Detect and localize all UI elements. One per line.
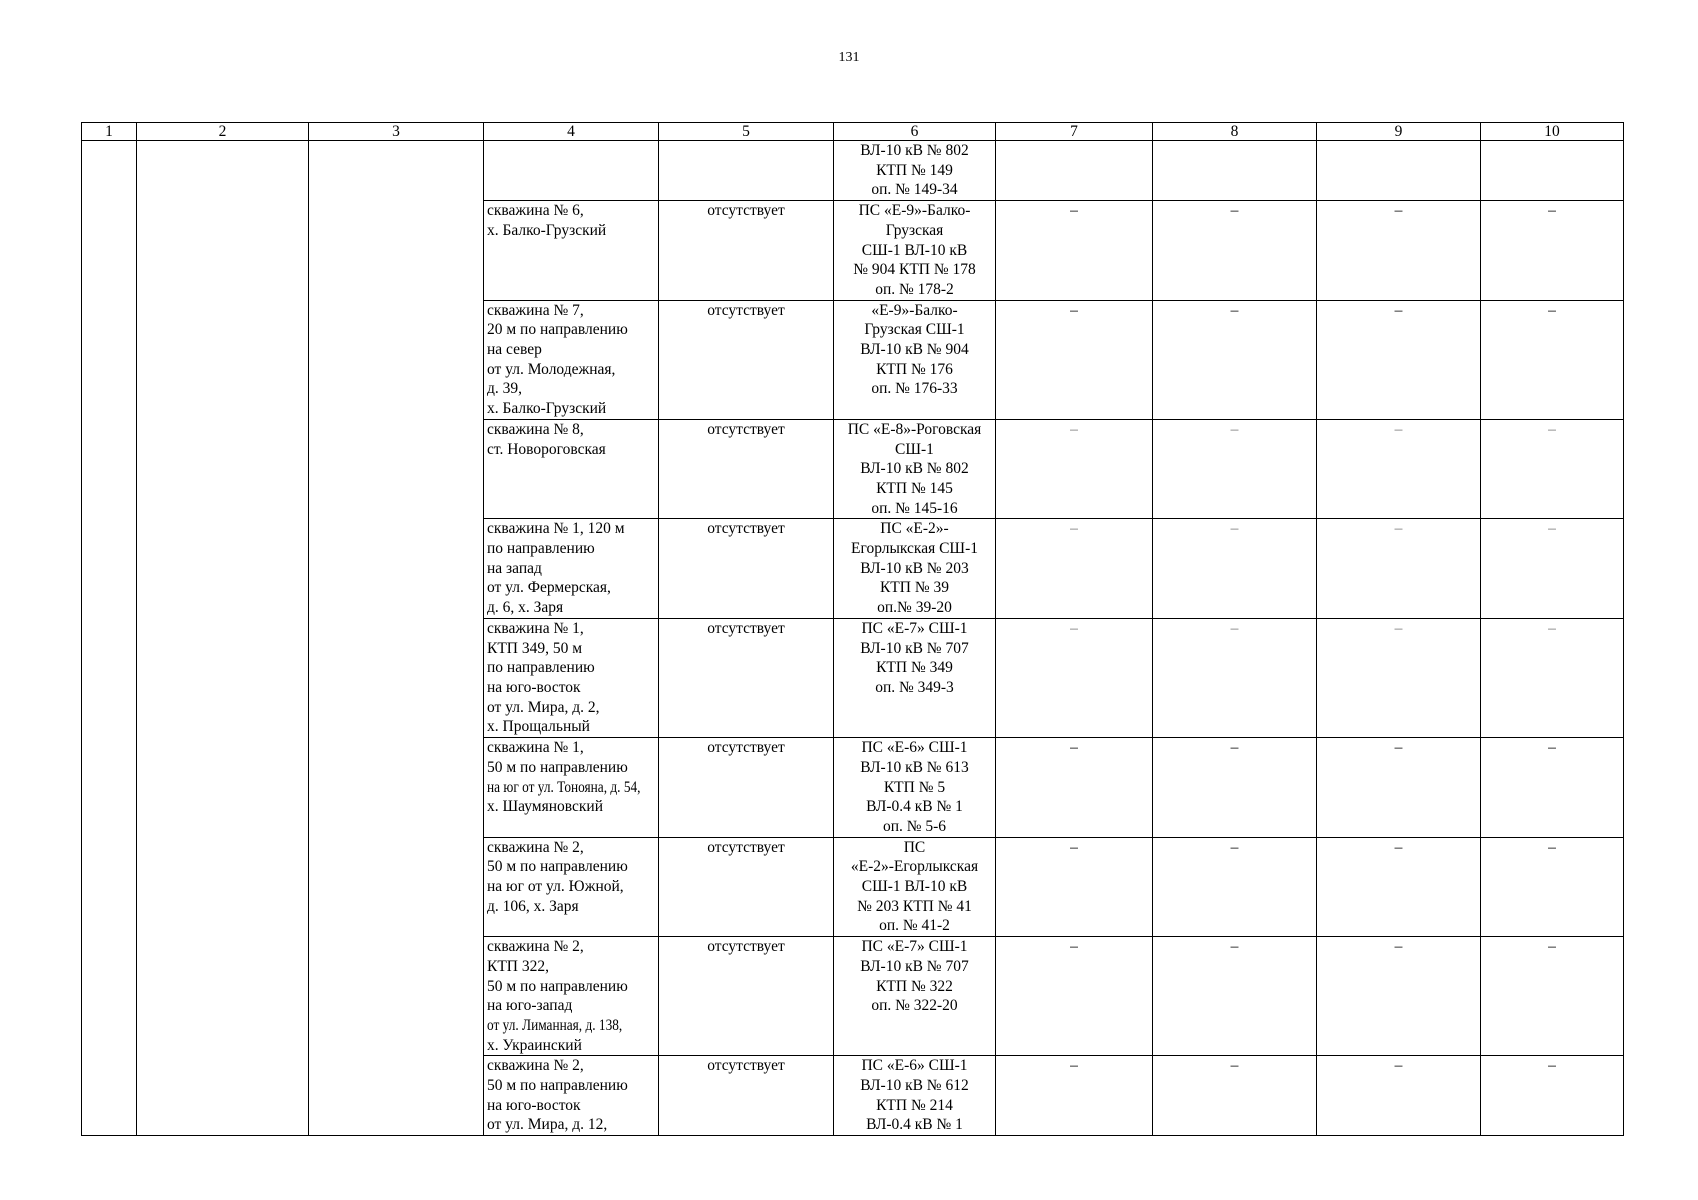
dash-value: – — [1230, 202, 1239, 220]
col8-cell — [1153, 618, 1317, 737]
col8-cell — [1153, 300, 1317, 419]
col7-cell — [996, 141, 1153, 201]
location-line: на юг от ул. Южной, — [487, 878, 624, 896]
col8-cell — [1153, 141, 1317, 201]
col9-cell — [1317, 837, 1481, 937]
location-line: от ул. Лиманная, д. 138, — [487, 1016, 623, 1034]
column-header: 1 — [82, 123, 137, 141]
col2-cell — [137, 141, 309, 1136]
location-line: на юго-восток — [487, 1096, 581, 1114]
dash-value: – — [1230, 420, 1239, 438]
col8-cell — [1153, 937, 1317, 1056]
location-line: от ул. Мира, д. 2, — [487, 698, 600, 716]
dash-value: – — [1070, 739, 1078, 757]
col8-cell — [1153, 201, 1317, 301]
location-line: х. Прощальный — [487, 718, 590, 736]
dash-value: – — [1394, 1057, 1403, 1075]
power-source-line: оп. № 349-3 — [875, 678, 954, 696]
col9-cell — [1317, 300, 1481, 419]
power-source-line: «Е-9»-Балко- — [871, 301, 958, 319]
col9-cell — [1317, 618, 1481, 737]
location-line: 50 м по направлению — [487, 758, 628, 776]
dash-value: – — [1548, 739, 1556, 757]
col7-cell — [996, 837, 1153, 937]
col8-cell — [1153, 1056, 1317, 1136]
location-line: КТП 322, — [487, 957, 549, 975]
location-line: скважина № 2, — [487, 838, 584, 856]
power-source-line: оп. № 178-2 — [875, 280, 954, 298]
dash-value: – — [1070, 619, 1078, 637]
status-cell: отсутствует — [659, 937, 834, 1056]
power-source-line: Грузская — [885, 221, 944, 239]
power-source-line: оп. № 5-6 — [882, 817, 947, 835]
location-line: х. Балко-Грузский — [487, 400, 607, 418]
power-source-line: ПС «Е-7» СШ-1 — [861, 619, 968, 637]
power-source-line: ВЛ-10 кВ № 707 — [860, 639, 969, 657]
col9-cell — [1317, 738, 1481, 838]
col1-cell — [82, 141, 137, 1136]
dash-value: – — [1230, 301, 1239, 319]
dash-value: – — [1230, 520, 1239, 538]
power-source-cell — [834, 738, 996, 838]
location-line: скважина № 1, — [487, 619, 584, 637]
col7-cell — [996, 937, 1153, 1056]
col10-cell — [1481, 837, 1624, 937]
location-cell — [484, 937, 659, 1056]
location-line: от ул. Молодежная, — [487, 360, 616, 378]
power-source-line: КТП № 145 — [876, 479, 953, 497]
status-cell — [659, 141, 834, 201]
location-line: х. Балко-Грузский — [487, 221, 607, 239]
location-line: на юг от ул. Тонояна, д. 54, — [487, 778, 641, 796]
col3-cell — [309, 141, 484, 1136]
location-line: х. Украинский — [487, 1036, 582, 1054]
col7-cell — [996, 1056, 1153, 1136]
location-line: скважина № 2, — [487, 938, 584, 956]
power-source-line: оп. № 322-20 — [871, 997, 958, 1015]
dash-value: – — [1548, 938, 1556, 956]
location-line: 20 м по направлению — [487, 321, 628, 339]
column-header: 10 — [1481, 123, 1624, 141]
col9-cell — [1317, 1056, 1481, 1136]
col7-cell — [996, 738, 1153, 838]
location-line: 50 м по направлению — [487, 1077, 628, 1095]
power-source-line: ПС «Е-9»-Балко- — [858, 202, 971, 220]
location-line: д. 39, — [487, 380, 523, 398]
col10-cell — [1481, 937, 1624, 1056]
power-source-line: КТП № 5 — [883, 778, 946, 796]
power-source-line: ВЛ-0.4 кВ № 1 — [866, 798, 963, 816]
power-source-line: ПС «Е-7» СШ-1 — [861, 938, 968, 956]
col7-cell — [996, 419, 1153, 519]
location-cell — [484, 141, 659, 201]
col10-cell — [1481, 1056, 1624, 1136]
power-source-line: оп. № 176-33 — [871, 380, 958, 398]
column-header: 6 — [834, 123, 996, 141]
location-cell — [484, 519, 659, 619]
location-line: на юго-восток — [487, 678, 581, 696]
col9-cell — [1317, 519, 1481, 619]
column-header: 3 — [309, 123, 484, 141]
power-source-line: ВЛ-10 кВ № 203 — [860, 559, 969, 577]
location-line: скважина № 2, — [487, 1057, 584, 1075]
col9-cell — [1317, 937, 1481, 1056]
power-source-line: оп.№ 39-20 — [877, 599, 952, 617]
power-source-line: КТП № 349 — [876, 659, 953, 677]
power-source-line: Егорлыкская СШ-1 — [851, 540, 978, 558]
power-source-line: КТП № 322 — [876, 977, 953, 995]
power-source-line: СШ-1 — [895, 440, 934, 458]
power-source-line: ВЛ-0.4 кВ № 1 — [866, 1116, 963, 1134]
power-source-line: КТП № 149 — [876, 161, 953, 179]
location-line: 50 м по направлению — [487, 977, 628, 995]
location-line: д. 106, х. Заря — [487, 897, 579, 915]
power-source-line: № 904 КТП № 178 — [853, 261, 976, 279]
dash-value: – — [1230, 938, 1239, 956]
power-source-line: оп. № 41-2 — [879, 917, 950, 935]
location-line: на запад — [487, 559, 542, 577]
location-line: скважина № 8, — [487, 420, 584, 438]
power-source-cell — [834, 300, 996, 419]
table-row — [82, 141, 1624, 201]
col9-cell — [1317, 141, 1481, 201]
status-cell: отсутствует — [659, 519, 834, 619]
location-line: д. 6, х. Заря — [487, 599, 564, 617]
col10-cell — [1481, 141, 1624, 201]
dash-value: – — [1070, 938, 1078, 956]
dash-value: – — [1394, 202, 1403, 220]
location-line: скважина № 7, — [487, 301, 584, 319]
power-source-line: КТП № 39 — [879, 579, 950, 597]
status-cell: отсутствует — [659, 837, 834, 937]
col10-cell — [1481, 618, 1624, 737]
location-cell — [484, 618, 659, 737]
column-header: 5 — [659, 123, 834, 141]
status-cell: отсутствует — [659, 201, 834, 301]
status-cell: отсутствует — [659, 419, 834, 519]
location-line: скважина № 1, — [487, 739, 584, 757]
dash-value: – — [1394, 301, 1403, 319]
dash-value: – — [1070, 838, 1078, 856]
col10-cell — [1481, 300, 1624, 419]
col10-cell — [1481, 738, 1624, 838]
column-header: 9 — [1317, 123, 1481, 141]
power-source-line: «Е-2»-Егорлыкская — [850, 858, 979, 876]
dash-value: – — [1394, 520, 1403, 538]
column-header: 7 — [996, 123, 1153, 141]
dash-value: – — [1070, 520, 1078, 538]
col8-cell — [1153, 738, 1317, 838]
power-source-line: ВЛ-10 кВ № 802 — [860, 142, 969, 159]
power-source-line: ВЛ-10 кВ № 613 — [860, 758, 969, 776]
dash-value: – — [1548, 838, 1556, 856]
dash-value: – — [1548, 301, 1556, 319]
location-line: от ул. Мира, д. 12, — [487, 1116, 608, 1134]
power-source-line: ПС «Е-8»-Роговская — [847, 420, 982, 438]
column-header: 8 — [1153, 123, 1317, 141]
power-source-line: ПС «Е-6» СШ-1 — [861, 739, 968, 757]
col8-cell — [1153, 519, 1317, 619]
dash-value: – — [1548, 619, 1556, 637]
col7-cell — [996, 201, 1153, 301]
location-cell — [484, 837, 659, 937]
power-source-line: ВЛ-10 кВ № 612 — [860, 1077, 969, 1095]
power-source-line: ВЛ-10 кВ № 904 — [860, 341, 969, 359]
location-line: от ул. Фермерская, — [487, 579, 611, 597]
status-cell: отсутствует — [659, 300, 834, 419]
col7-cell — [996, 300, 1153, 419]
location-cell — [484, 738, 659, 838]
dash-value: – — [1070, 202, 1078, 220]
data-table — [81, 122, 1624, 1136]
power-source-line: № 203 КТП № 41 — [857, 897, 972, 915]
power-source-line: ВЛ-10 кВ № 802 — [860, 460, 969, 478]
power-source-line: КТП № 176 — [876, 360, 953, 378]
location-line: на юго-запад — [487, 997, 573, 1015]
location-line: ст. Новороговская — [487, 440, 606, 458]
status-cell: отсутствует — [659, 1056, 834, 1136]
status-cell: отсутствует — [659, 618, 834, 737]
dash-value: – — [1548, 520, 1556, 538]
dash-value: – — [1070, 301, 1078, 319]
power-source-cell — [834, 1056, 996, 1136]
column-header: 2 — [137, 123, 309, 141]
col9-cell — [1317, 201, 1481, 301]
power-source-line: оп. № 145-16 — [871, 499, 958, 517]
power-source-cell — [834, 519, 996, 619]
power-source-line: ПС — [903, 838, 926, 856]
col8-cell — [1153, 837, 1317, 937]
power-source-cell — [834, 141, 996, 201]
location-cell — [484, 419, 659, 519]
dash-value: – — [1070, 420, 1078, 438]
power-source-line: СШ-1 ВЛ-10 кВ — [861, 878, 968, 896]
dash-value: – — [1230, 739, 1239, 757]
header-row — [82, 123, 1624, 141]
location-line: на север — [487, 341, 542, 359]
col10-cell — [1481, 419, 1624, 519]
dash-value: – — [1230, 619, 1239, 637]
dash-value: – — [1394, 838, 1403, 856]
power-source-line: Грузская СШ-1 — [864, 321, 965, 339]
power-source-line: СШ-1 ВЛ-10 кВ — [861, 241, 968, 259]
dash-value: – — [1548, 1057, 1556, 1075]
location-line: скважина № 1, 120 м — [487, 520, 625, 538]
status-cell: отсутствует — [659, 738, 834, 838]
location-line: по направлению — [487, 540, 595, 558]
location-cell — [484, 300, 659, 419]
col7-cell — [996, 519, 1153, 619]
power-source-cell — [834, 419, 996, 519]
location-line: КТП 349, 50 м — [487, 639, 583, 657]
page-number: 131 — [838, 50, 860, 65]
power-source-cell — [834, 618, 996, 737]
dash-value: – — [1394, 739, 1403, 757]
col7-cell — [996, 618, 1153, 737]
location-cell — [484, 201, 659, 301]
location-line: скважина № 6, — [487, 202, 584, 220]
power-source-line: ПС «Е-6» СШ-1 — [861, 1057, 968, 1075]
power-source-line: оп. № 149-34 — [871, 181, 958, 199]
dash-value: – — [1230, 838, 1239, 856]
dash-value: – — [1394, 938, 1403, 956]
col8-cell — [1153, 419, 1317, 519]
dash-value: – — [1230, 1057, 1239, 1075]
location-cell — [484, 1056, 659, 1136]
power-source-cell — [834, 837, 996, 937]
location-line: 50 м по направлению — [487, 858, 628, 876]
dash-value: – — [1394, 619, 1403, 637]
power-source-cell — [834, 201, 996, 301]
dash-value: – — [1548, 202, 1556, 220]
col9-cell — [1317, 419, 1481, 519]
power-source-line: ВЛ-10 кВ № 707 — [860, 957, 969, 975]
col10-cell — [1481, 519, 1624, 619]
column-header: 4 — [484, 123, 659, 141]
dash-value: – — [1394, 420, 1403, 438]
power-source-line: ПС «Е-2»- — [880, 520, 949, 538]
power-source-line: КТП № 214 — [876, 1096, 953, 1114]
location-line: х. Шаумяновский — [487, 798, 603, 816]
location-line: по направлению — [487, 659, 595, 677]
dash-value: – — [1070, 1057, 1078, 1075]
power-source-cell — [834, 937, 996, 1056]
col10-cell — [1481, 201, 1624, 301]
dash-value: – — [1548, 420, 1556, 438]
